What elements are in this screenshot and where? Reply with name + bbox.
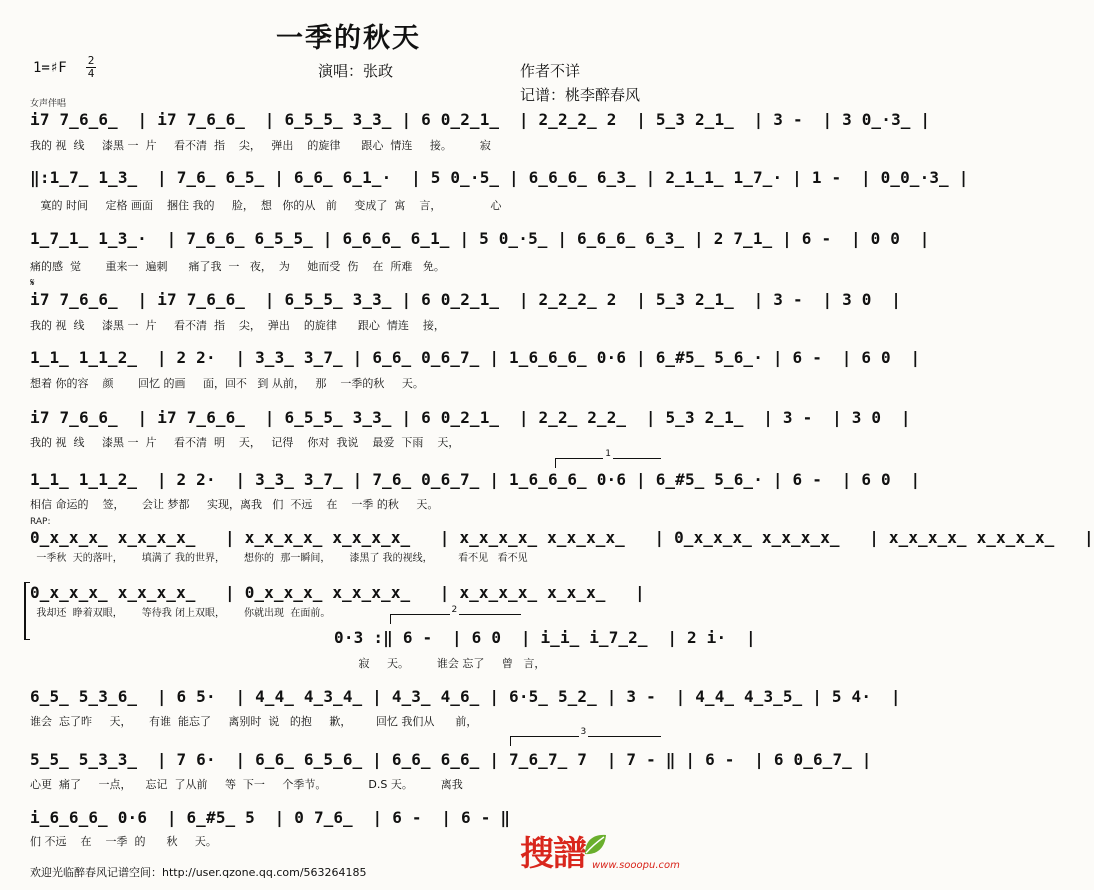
lyric-line-4: 我的 视 线 漆黑 一 片 看不清 指 尖， 弹出 的旋律 跟心 情连 接， [30, 319, 445, 332]
time-signature-top: 2 [87, 54, 95, 67]
lyric-line-9: 我却还 睁着双眼， 等待我 闭上双眼， 你就出现 在面前。 [30, 608, 331, 619]
logo-text: 搜譜 [520, 834, 586, 874]
logo-url: www.sooopu.com [592, 860, 680, 871]
score-line-2: ‖:1̲7̲ 1̲3̲ | 7̲6̲ 6̲5̲ | 6̲6̲ 6̲1̲· | 5 0̲·5̲ | 6̲6̲6̲ 6̲3̲ | 2̲1̲1̲ 1̲7̲· | 1 - | 0̲0̲·3̲ | [30, 168, 969, 187]
leaf-icon [582, 832, 608, 858]
score-line-5: 1̲1̲ 1̲1̲2̲ | 2 2· | 3̲3̲ 3̲7̲ | 6̲6̲ 0̲6̲7̲ | 1̲6̲6̲6̲ 0·6 | 6̲#5̲ 5̲6̲· | 6 - | 6 0 | [30, 348, 921, 367]
lyric-line-6: 我的 视 线 漆黑 一 片 看不清 明 天， 记得 你对 我说 最爱 下雨 天， [30, 436, 460, 449]
part-label: 女声伴唱 [30, 99, 67, 109]
lyric-line-10: 寂 天。 谁会 忘了 曾 言， [334, 657, 546, 670]
volta-1: 1 [555, 458, 661, 468]
lyric-line-5: 想着 你的容 颜 回忆 的画 面，回不 到 从前， 那 一季的秋 天。 [30, 377, 424, 390]
lyric-line-1: 我的 视 线 漆黑 一 片 看不清 指 尖， 弹出 的旋律 跟心 情连 接。 寂 [30, 139, 491, 152]
composer-credit: 作者不详 [520, 62, 581, 80]
lyric-line-13: 们 不远 在 一季 的 秋 天。 [30, 835, 217, 848]
score-line-4: i7 7̲6̲6̲ | i7 7̲6̲6̲ | 6̲5̲5̲ 3̲3̲ | 6 0̲2̲1̲ | 2̲2̲2̲ 2 | 5̲3 2̲1̲ | 3 - | 3 0 | [30, 290, 902, 309]
lyric-line-7: 相信 命运的 签， 会让 梦都 实现，离我 们 不远 在 一季 的秋 天。 [30, 498, 439, 511]
score-line-3: 1̲7̲1̲ 1̲3̲· | 7̲6̲6̲ 6̲5̲5̲ | 6̲6̲6̲ 6̲1̲ | 5 0̲·5̲ | 6̲6̲6̲ 6̲3̲ | 2 7̲1̲ | 6 - | 0 0 | [30, 229, 930, 248]
segno-mark: 𝄋 [30, 276, 35, 289]
volta-2: 2 [390, 614, 521, 624]
volta-3: 3 [510, 736, 661, 746]
key-signature: 1=♯F [33, 60, 67, 76]
singer-credit: 演唱：张政 [318, 62, 394, 80]
score-line-13: i̲6̲6̲6̲ 0·6 | 6̲#5̲ 5 | 0 7̲6̲ | 6 - | 6 - ‖ [30, 808, 511, 827]
time-signature [86, 55, 96, 80]
score-line-9: 0̲x̲x̲x̲ x̲x̲x̲x̲ | 0̲x̲x̲x̲ x̲x̲x̲x̲ | x̲x̲x̲x̲ x̲x̲x̲ | [30, 583, 645, 602]
score-line-6: i7 7̲6̲6̲ | i7 7̲6̲6̲ | 6̲5̲5̲ 3̲3̲ | 6 0̲2̲1̲ | 2̲2̲ 2̲2̲ | 5̲3 2̲1̲ | 3 - | 3 0 | [30, 408, 911, 427]
score-line-11: 6̲5̲ 5̲3̲6̲ | 6 5· | 4̲4̲ 4̲3̲4̲ | 4̲3̲ 4̲6̲ | 6·5̲ 5̲2̲ | 3 - | 4̲4̲ 4̲3̲5̲ | 5 4· | [30, 687, 901, 706]
score-line-7: 1̲1̲ 1̲1̲2̲ | 2 2· | 3̲3̲ 3̲7̲ | 7̲6̲ 0̲6̲7̲ | 1̲6̲6̲6̲ 0·6 | 6̲#5̲ 5̲6̲· | 6 - | 6 0 | [30, 470, 921, 489]
lyric-line-12: 心更 痛了 一点， 忘记 了从前 等 下一 个季节。 D.S 天。 离我 [30, 778, 463, 791]
site-logo [520, 826, 680, 876]
page-title: 一季的秋天 [276, 23, 421, 54]
score-line-1: i7 7̲6̲6̲ | i7 7̲6̲6̲ | 6̲5̲5̲ 3̲3̲ | 6 0̲2̲1̲ | 2̲2̲2̲ 2 | 5̲3 2̲1̲ | 3 - | 3 0̲·3̲ | [30, 110, 931, 129]
lyric-line-11: 谁会 忘了昨 天， 有谁 能忘了 离别时 说 的抱 歉， 回忆 我们从 前， [30, 715, 478, 728]
rap-label: RAP: [30, 517, 51, 527]
score-line-8: 0̲x̲x̲x̲ x̲x̲x̲x̲ | x̲x̲x̲x̲ x̲x̲x̲x̲ | x̲x̲x̲x̲ x̲x̲x̲x̲ | 0̲x̲x̲x̲ x̲x̲x̲x̲ | x̲x̲x̲x̲ x̲x̲x̲x̲ | [30, 528, 1094, 547]
transcriber-credit: 记谱：桃李醉春风 [520, 86, 641, 104]
score-line-12: 5̲5̲ 5̲3̲3̲ | 7 6· | 6̲6̲ 6̲5̲6̲ | 6̲6̲ 6̲6̲ | 7̲6̲7̲ 7 | 7 - ‖ | 6 - | 6 0̲6̲7̲ | [30, 750, 872, 769]
footer-text: 欢迎光临醉春风记谱空间：http://user.qzone.qq.com/563264185 [30, 866, 367, 879]
lyric-line-3: 痛的感 觉 重来一 遍刺 痛了我 一 夜， 为 她而受 伤 在 所难 免。 [30, 260, 445, 273]
lyric-line-2: 寞的 时间 定格 画面 捆住 我的 脸， 想 你的从 前 变成了 寓 言， 心 [30, 199, 502, 212]
lyric-line-8: 一季秋 天的落叶， 填满了 我的世界， 想你的 那一瞬间， 漆黑了 我的视线， 看不见 看不见 [30, 553, 528, 564]
time-signature-bottom: 4 [87, 67, 95, 80]
score-line-10: 0·3 :‖ 6 - | 6 0 | i̲i̲ i̲7̲2̲ | 2 i· | [334, 628, 756, 647]
